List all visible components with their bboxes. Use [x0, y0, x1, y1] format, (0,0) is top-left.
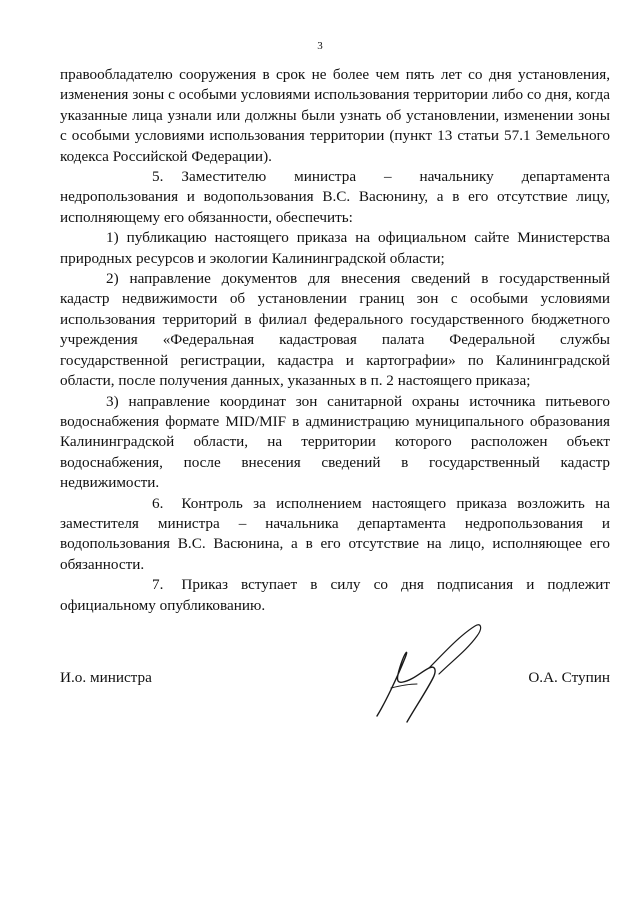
paragraph-continuation: правообладателю сооружения в срок не более чем пять лет со дня установления, изменения зоны с особыми условиями использования территории либо со дня, когда указанные лица узнали или должны были узнать об установлении, изменении зоны с особыми условиями использования территории (пункт 13 статьи 57.1 Земельного кодекса Российской Федерации).	[60, 66, 610, 165]
paragraph-5-1: 1) публикацию настоящего приказа на официальном сайте Министерства природных ресурсов и экологии Калининградской области;	[60, 229, 610, 267]
paragraph-6	[60, 494, 610, 576]
signatory-name: О.А. Ступин	[528, 669, 610, 686]
paragraph-number: 6.	[152, 494, 164, 512]
paragraph-number: 7.	[152, 576, 164, 594]
paragraph-number: 5.	[152, 168, 164, 186]
paragraph-5-3: 3) направление координат зон санитарной охраны источника питьевого водоснабжения формате MID/MIF в администрацию муниципального образования Калининградской области, на территории которого расположен объект водоснабжения, после внесения сведений в государственный кадастр недвижимости.	[60, 392, 610, 492]
signatory-position: И.о. министра	[60, 669, 152, 686]
paragraph-text: Контроль за исполнением настоящего приказа возложить на заместителя министра – начальника департамента недропользования и водопользования В.С. Васюнина, а в его отсутствие на лицо, исполняющее его обязанности.	[60, 494, 610, 573]
paragraph-5	[60, 167, 610, 228]
page-number: 3	[317, 40, 323, 52]
paragraph-text: Приказ вступает в силу со дня подписания и подлежит официальному опубликованию.	[60, 576, 610, 614]
paragraph-7	[60, 575, 610, 616]
document-body	[60, 65, 610, 616]
paragraph-text: Заместителю министра – начальнику департамента недропользования и водопользования В.С. Васюнину, а в его отсутствие лицу, исполняющему его обязанности, обеспечить:	[60, 168, 610, 226]
paragraph-5-2: 2) направление документов для внесения сведений в государственный кадастр недвижимости об установлении границ зон с особыми условиями использования территорий в филиал федерального государственного бюджетного учреждения «Федеральная кадастровая палата Федеральной службы государственной регистрации, кадастра и картографии» по Калининградской области, после получения данных, указанных в п. 2 настоящего приказа;	[60, 270, 610, 390]
handwritten-signature	[355, 618, 515, 728]
